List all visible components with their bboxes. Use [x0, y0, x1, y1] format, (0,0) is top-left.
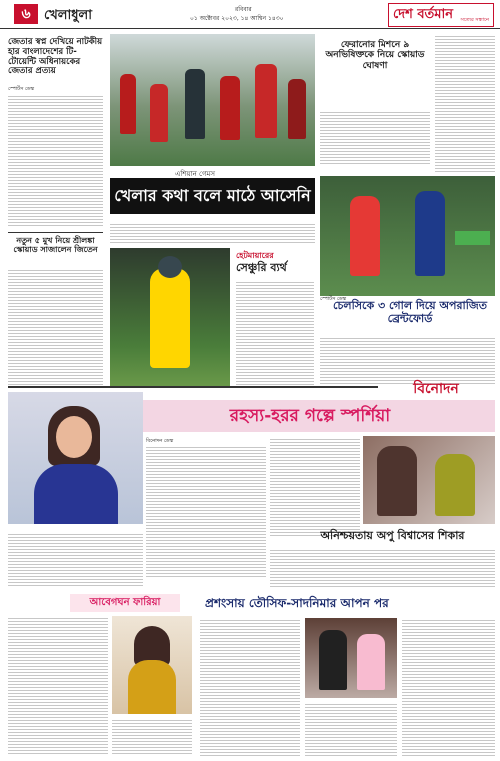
- horror-byline: বিনোদন ডেস্ক: [146, 438, 174, 444]
- fariya-photo: [112, 616, 192, 714]
- hetmyer-body: [236, 280, 314, 388]
- asian-games-headline: খেলার কথা বলে মাঠে আসেনি: [110, 178, 315, 214]
- brentford-caption: স্পোর্টস ডেস্ক: [320, 296, 347, 302]
- hetmyer-headline: সেঞ্চুরি ব্যর্থ: [236, 261, 287, 274]
- entertainment-rule: [8, 386, 378, 388]
- ctg-headline: নতুন ৫ মুখ নিয়ে শ্রীলঙ্কা স্কোয়াড সাজালেন জিতেন: [13, 236, 98, 255]
- praise-body-2: [305, 702, 397, 756]
- fariya-body: [8, 616, 108, 756]
- weekday: রবিবার: [235, 6, 252, 13]
- date-line: ০১ অক্টোবর ২০২৩, ১৪ আশ্বিন ১৪৩০: [190, 15, 284, 22]
- story-divider: [8, 232, 103, 233]
- praise-body: [200, 618, 300, 756]
- women-cricket-body: [8, 94, 103, 228]
- ferrari-headline: ফেরানোর মিশনে ৯ অনভিষিক্তকে নিয়ে স্কোয়াড ঘোষণা: [325, 40, 425, 71]
- apu-headline: অনিশ্চয়তায় অপু বিশ্বাসের শিকার: [320, 529, 465, 542]
- praise-body-3: [402, 618, 495, 756]
- praise-photo: [305, 618, 397, 698]
- masthead-title: দেশ বর্তমান: [393, 7, 454, 22]
- page-header: [0, 0, 500, 29]
- women-cricket-byline: স্পোর্টস ডেস্ক: [8, 86, 35, 92]
- left-lower-body: [8, 532, 143, 588]
- horror-body-1: [146, 445, 266, 577]
- asian-games-tag: এশিয়ান গেমস: [175, 170, 215, 178]
- women-cricket-headline: জেতার স্বপ্ন দেখিয়ে নাটকীয় হার বাংলাদেশের টি-টোয়েন্টি অধিনায়কের জেতার প্রত্যয়: [8, 37, 103, 77]
- ctg-body: [8, 268, 103, 386]
- hetmyer-photo: [110, 248, 230, 388]
- hetmyer-tag: হেটমায়ারের: [236, 251, 274, 260]
- page-number: ৬: [14, 4, 38, 24]
- apu-body: [270, 548, 495, 588]
- sporshia-photo: [8, 392, 143, 524]
- brentford-photo: [320, 176, 495, 296]
- apu-photo: [363, 436, 495, 524]
- fariya-body-2: [112, 718, 192, 756]
- masthead: [388, 3, 494, 27]
- ferrari-body-left: [320, 110, 430, 165]
- section-title: খেলাধুলা: [44, 8, 93, 23]
- asian-games-photo: [110, 34, 315, 166]
- entertainment-section: বিনোদন: [413, 381, 459, 397]
- ferrari-body-right: [435, 34, 495, 174]
- chelsea-headline: চেলসিকে ৩ গোল দিয়ে অপরাজিত ব্রেন্টফোর্ড: [333, 299, 487, 325]
- praise-headline: প্রশংসায় তৌসিফ-সাদনিমার আপন পর: [205, 596, 389, 610]
- horror-body-2: [270, 437, 360, 537]
- asian-games-body: [110, 222, 315, 244]
- fariya-headline: আবেগঘন ফারিয়া: [70, 594, 180, 612]
- masthead-tagline: সত্যের সন্ধানে: [460, 17, 489, 23]
- horror-headline: রহস্য-হরর গল্পে স্পর্শিয়া: [229, 406, 391, 426]
